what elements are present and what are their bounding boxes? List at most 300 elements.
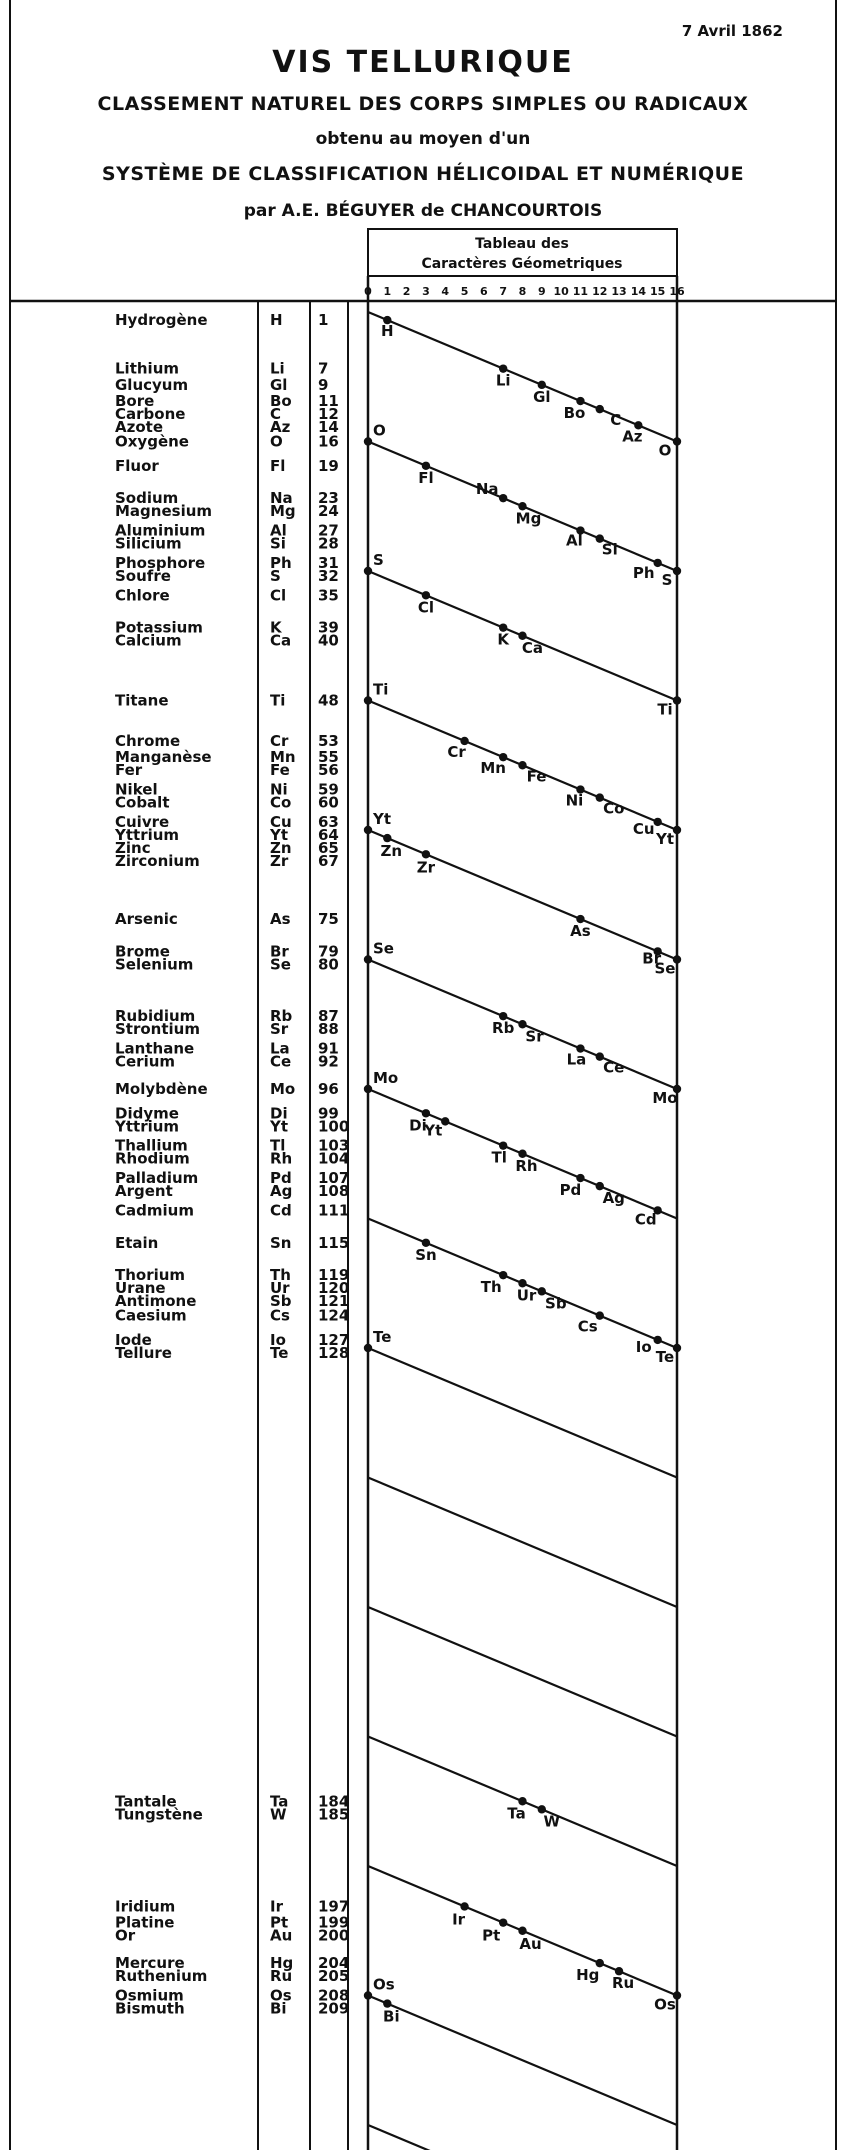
element-mark-label: Mo [373,1069,399,1087]
element-mark-label: Az [622,427,643,446]
element-weight: 96 [318,1080,339,1098]
element-row [115,1234,349,1252]
element-dot [364,1085,372,1093]
element-weight: 40 [318,631,339,650]
element-row [115,433,339,451]
element-dot [364,826,372,834]
element-name: Glucyum [115,375,189,394]
element-row [115,852,339,870]
element-weight: 79 [318,942,339,961]
element-mark-label: Si [601,540,618,559]
element-name: Bore [115,392,155,411]
element-dot [596,405,604,413]
element-weight: 9 [318,375,329,394]
element-dot [364,567,372,575]
element-weight: 23 [318,489,339,508]
element-mark-label: Th [480,1278,502,1297]
element-mark-label: Ph [632,563,655,582]
element-name: Iode [115,1330,152,1349]
element-dot [653,559,661,567]
element-mark-label: La [566,1050,587,1069]
element-name: Carbone [115,405,186,424]
element-weight: 100 [318,1117,350,1136]
element-name: Phosphore [115,553,206,572]
element-symbol: Io [270,1330,286,1349]
element-row [115,794,339,812]
element-mark-label: Ni [565,791,584,810]
tick-label: 5 [460,285,469,298]
element-mark-label: Sn [415,1245,437,1264]
element-dot [499,494,507,502]
element-mark-label: Br [642,949,662,968]
element-row [115,1080,339,1098]
element-mark-label: Rb [492,1019,515,1038]
element-symbol: Ag [270,1182,293,1201]
element-dot [673,567,681,575]
element-row [115,955,339,973]
element-symbol: Sn [270,1233,292,1252]
element-dot [364,437,372,445]
element-dot [673,696,681,704]
element-weight: 56 [318,761,339,780]
element-name: Didyme [115,1104,179,1123]
element-symbol: Os [270,1986,292,2005]
element-name: Caesium [115,1306,187,1325]
element-symbol: Te [270,1343,289,1362]
element-name: Thallium [115,1136,188,1155]
element-symbol: S [270,566,281,585]
element-symbol: Rh [270,1149,293,1168]
helix-segment [368,312,677,442]
element-weight: 1 [318,311,329,330]
element-weight: 92 [318,1052,339,1071]
element-symbol: Au [270,1926,293,1945]
element-name: Rubidium [115,1007,196,1026]
element-mark-label: Pd [559,1181,582,1200]
element-weight: 103 [318,1136,350,1155]
element-name: Azote [115,418,163,437]
tick-label: 12 [592,285,608,298]
element-name: Fer [115,761,143,780]
element-symbol: Fe [270,761,290,780]
element-symbol: Sr [270,1020,289,1039]
tick-label: 16 [669,285,685,298]
helix-segment [368,1478,677,1608]
element-symbol: Sb [270,1292,292,1311]
element-weight: 59 [318,780,339,799]
element-mark-label: O [373,421,386,440]
element-dot [383,1999,391,2007]
element-mark-label: Ti [657,700,673,719]
element-symbol: Yt [270,825,289,844]
element-mark-label: Bi [383,2007,400,2026]
element-name: Aluminium [115,521,206,540]
element-weight: 80 [318,955,339,974]
element-symbol: Ta [270,1792,289,1811]
element-symbol: Al [270,521,287,540]
element-weight: 39 [318,618,339,637]
element-symbol: K [270,618,282,637]
element-mark-label: Yt [655,830,675,848]
tick-label: 14 [630,285,647,298]
element-weight: 128 [318,1343,350,1362]
element-weight: 108 [318,1182,350,1201]
element-name: Rhodium [115,1149,190,1168]
element-mark-label: Cr [447,742,466,761]
table-caption-line-2: Caractères Géometriques [421,256,623,272]
element-dot [364,955,372,963]
element-weight: 91 [318,1039,339,1058]
element-weight: 127 [318,1330,350,1349]
tick-label: 15 [650,285,666,298]
element-name: Lithium [115,359,179,378]
element-row [115,502,339,520]
element-name: Fluor [115,456,159,475]
element-symbol: Th [270,1266,291,1285]
element-row [115,1150,349,1168]
element-mark-label: Ir [452,1910,466,1929]
element-name: Platine [115,1913,175,1932]
element-name: Mercure [115,1954,185,1973]
element-symbol: Ni [270,780,288,799]
element-weight: 63 [318,812,339,831]
subtitle-line-4: SYSTÈME DE CLASSIFICATION HÉLICOIDAL ET NUMÉRIQUE [101,163,745,185]
element-symbol: O [270,432,283,451]
element-name: Thorium [115,1266,186,1285]
element-symbol: Ur [270,1279,290,1298]
tick-label: 0 [364,285,372,298]
tick-label: 4 [441,285,450,298]
element-symbol: C [270,405,282,424]
element-name: Lanthane [115,1039,195,1058]
helix-segment [368,2125,677,2150]
element-mark-label: Zr [416,858,436,877]
element-row [115,692,339,710]
tick-label: 8 [518,285,527,298]
element-row [115,2000,349,2018]
element-symbol: Mo [270,1080,296,1098]
element-dot [518,1927,526,1935]
element-weight: 64 [318,825,339,844]
element-name: Cobalt [115,793,170,812]
element-name: Yttrium [115,1117,180,1136]
element-mark-label: Se [654,959,676,978]
element-symbol: Ru [270,1967,293,1986]
element-mark-label: W [543,1812,561,1831]
element-weight: 184 [318,1792,350,1811]
element-weight: 48 [318,691,339,710]
element-weight: 121 [318,1292,350,1311]
element-dot [364,1991,372,1999]
element-symbol: Ti [270,691,286,710]
element-name: Silicium [115,534,182,553]
element-dot [673,826,681,834]
element-weight: 24 [318,502,339,521]
element-weight: 104 [318,1149,350,1168]
element-name: Calcium [115,631,182,650]
element-mark-label: Mo [652,1089,678,1107]
element-weight: 7 [318,359,329,378]
element-dot [364,696,372,704]
element-symbol: Li [270,359,285,378]
element-mark-label: Pt [482,1926,501,1945]
element-mark-label: H [381,322,394,341]
element-symbol: Zr [270,851,289,870]
element-name: Potassium [115,618,203,637]
element-symbol: Ce [270,1052,292,1071]
element-name: Antimone [115,1292,197,1311]
element-mark-label: O [658,441,672,460]
tick-label: 3 [422,285,430,298]
element-weight: 31 [318,553,339,572]
element-mark-label: Gl [533,387,551,406]
helix-segment [368,1607,677,1737]
element-dot [499,1918,507,1926]
element-symbol: Bo [270,392,292,411]
element-weight: 88 [318,1020,339,1039]
element-symbol: Fl [270,456,286,475]
element-name: Arsenic [115,910,178,929]
element-name: Chrome [115,731,181,750]
helix-segment [368,830,677,960]
element-name: Cadmium [115,1201,194,1220]
element-weight: 115 [318,1233,350,1252]
element-weight: 14 [318,418,339,437]
element-symbol: Cr [270,731,289,750]
element-weight: 111 [318,1201,350,1220]
element-weight: 53 [318,731,339,750]
element-mark-label: S [661,571,673,589]
element-mark-label: Yt [424,1121,443,1140]
element-symbol: Si [270,534,286,553]
element-weight: 204 [318,1954,350,1973]
element-weight: 32 [318,566,339,585]
subtitle: CLASSEMENT NATUREL DES CORPS SIMPLES OU RADICAUX [97,93,749,115]
element-name: Titane [115,691,169,710]
element-mark-label: Ta [507,1804,526,1823]
element-name: Manganèse [115,748,212,767]
element-mark-label: Cu [632,819,655,838]
date-label: 7 Avril 1862 [681,22,783,40]
element-mark-label: Na [475,480,499,499]
helix-segment [368,1348,677,1478]
element-dot [653,1336,661,1344]
element-name: Yttrium [115,825,180,844]
element-mark-label: Ru [611,1974,635,1993]
element-weight: 16 [318,432,339,451]
element-row [115,586,339,604]
element-mark-label: Ti [373,680,389,699]
element-row [115,1182,349,1200]
element-name: Ruthenium [115,1967,208,1986]
element-symbol: Az [270,418,291,437]
element-weight: 99 [318,1104,339,1123]
element-mark-label: Ur [516,1286,537,1305]
element-mark-label: Au [519,1934,542,1953]
element-weight: 11 [318,392,339,411]
element-mark-label: Di [409,1116,427,1135]
element-dot [383,834,391,842]
element-symbol: Pt [270,1913,289,1932]
element-row [115,1344,349,1362]
element-name: Tungstène [115,1805,203,1824]
element-name: Tantale [115,1792,177,1811]
element-name: Zinc [115,838,151,857]
element-symbol: Gl [270,375,288,394]
element-mark-label: Cs [577,1317,598,1336]
element-weight: 200 [318,1926,350,1945]
element-weight: 205 [318,1967,350,1986]
element-name: Molybdène [115,1080,208,1098]
element-name: Etain [115,1233,159,1252]
element-name: Zirconium [115,851,200,870]
element-symbol: H [270,311,283,330]
element-row [114,1117,349,1135]
element-row [115,748,339,766]
element-symbol: Zn [270,838,292,857]
element-weight: 19 [318,456,339,475]
element-mark-label: C [610,411,622,430]
element-symbol: As [270,910,291,929]
element-weight: 208 [318,1986,350,2005]
element-name: Oxygène [115,432,189,451]
author-line: par A.E. BÉGUYER de CHANCOURTOIS [243,201,603,221]
element-weight: 124 [318,1306,350,1325]
element-name: Iridium [115,1897,176,1916]
element-weight: 199 [318,1913,350,1932]
element-name: Sodium [115,489,179,508]
element-weight: 87 [318,1007,339,1026]
element-row [115,311,328,329]
element-dot [441,1117,449,1125]
element-mark-label: S [373,551,384,569]
element-weight: 65 [318,838,339,857]
element-name: Or [115,1926,136,1945]
element-mark-label: Cd [634,1210,657,1229]
element-mark-label: Os [654,1995,676,2014]
element-symbol: Mn [270,748,296,767]
element-row [115,1020,339,1038]
element-symbol: Yt [270,1117,289,1136]
element-symbol: La [270,1039,290,1058]
element-mark-label: Sb [545,1294,567,1313]
element-mark-label: Al [566,531,583,550]
element-row [115,1053,339,1071]
element-symbol: Di [270,1104,288,1123]
element-row [115,632,339,650]
page-title: VIS TELLURIQUE [272,45,574,80]
element-symbol: Ph [270,553,292,572]
element-name: Urane [115,1279,166,1298]
element-name: Cerium [115,1052,176,1071]
element-dot [460,1902,468,1910]
element-mark-label: Sr [525,1027,544,1046]
element-row [115,1201,349,1219]
element-mark-label: Ca [521,638,544,657]
element-row [115,1914,349,1932]
element-mark-label: Rh [515,1156,538,1175]
element-name: Selenium [115,955,194,974]
element-symbol: Cl [270,586,287,605]
element-weight: 12 [318,405,339,424]
element-symbol: Mg [270,502,296,521]
element-symbol: Na [270,489,293,508]
element-symbol: Hg [270,1954,294,1973]
element-row [115,1307,349,1325]
element-mark-label: Co [603,799,625,818]
element-dot [673,437,681,445]
tick-label: 11 [572,285,589,298]
tick-label: 1 [383,285,392,298]
element-mark-label: Te [373,1328,392,1346]
element-symbol: Ir [270,1897,283,1916]
element-dot [422,850,430,858]
element-mark-label: As [570,922,591,941]
element-dot [364,1344,372,1352]
element-symbol: Cu [270,812,292,831]
element-symbol: W [270,1805,287,1824]
element-mark-label: Fe [526,767,547,786]
element-weight: 119 [318,1266,350,1285]
tick-label: 2 [402,285,411,298]
element-name: Brome [115,942,170,961]
element-dot [653,818,661,826]
element-weight: 60 [318,793,339,812]
element-name: Strontium [115,1020,200,1039]
element-symbol: Br [270,942,289,961]
element-weight: 120 [318,1279,350,1298]
element-name: Nikel [115,780,158,799]
element-weight: 28 [318,534,339,553]
element-symbol: Ca [270,631,292,650]
element-name: Hydrogène [115,311,208,330]
element-mark-label: Se [373,939,394,958]
element-weight: 209 [318,1999,350,2018]
element-weight: 27 [318,521,339,540]
element-symbol: Cd [270,1201,292,1220]
element-mark-label: Li [495,371,511,390]
element-name: Osmium [115,1986,184,2005]
element-mark-label: Yt [373,810,392,828]
element-weight: 75 [318,910,339,929]
helix-segment [368,1996,677,2126]
element-mark-label: Bo [563,404,586,423]
element-mark-label: Tl [491,1148,507,1167]
element-mark-label: Cl [417,598,435,617]
element-dot [518,761,526,769]
element-mark-label: Fl [418,468,434,487]
element-symbol: Se [270,955,291,974]
element-name: Palladium [115,1169,199,1188]
element-mark-label: K [497,630,509,649]
element-mark-label: Mg [515,509,542,528]
element-name: Cuivre [115,812,170,831]
tick-label: 6 [480,285,488,298]
element-row [115,910,339,928]
table-caption-line-1: Tableau des [475,236,569,252]
element-mark-label: Zn [380,842,403,861]
element-mark-label: Mn [480,759,506,778]
element-name: Chlore [115,586,170,605]
element-weight: 107 [318,1169,350,1188]
element-symbol: Tl [270,1136,286,1155]
element-symbol: Co [270,793,292,812]
element-row [115,457,339,475]
tick-label: 7 [499,285,508,298]
element-weight: 185 [318,1805,350,1824]
element-symbol: Bi [270,1999,287,2018]
element-row [115,1967,349,1985]
